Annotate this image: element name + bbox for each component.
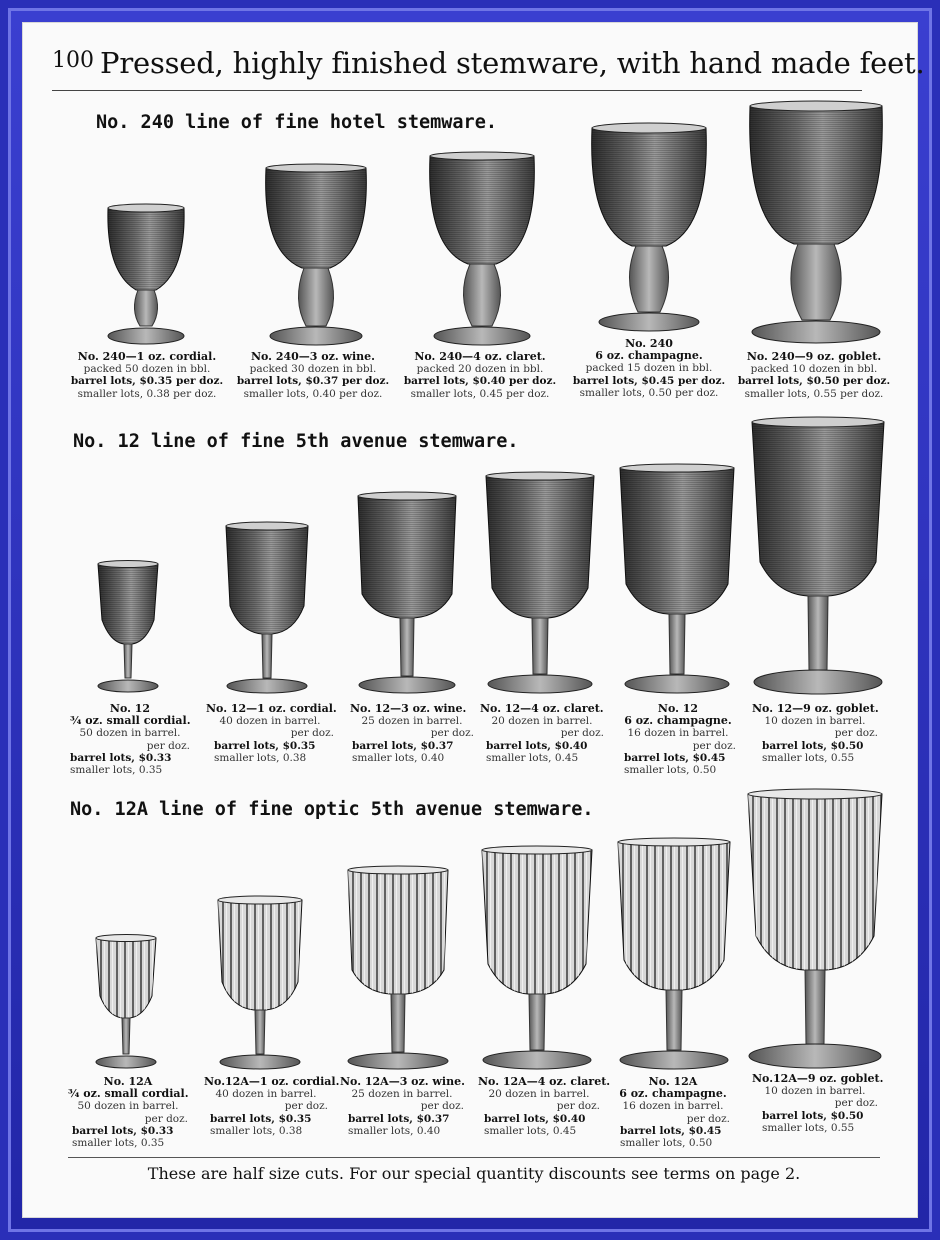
item-per-doz: per doz.	[686, 1112, 730, 1125]
item-name: No.12A—9 oz. goblet.	[752, 1072, 884, 1085]
item-packing: packed 10 dozen in bbl.	[750, 363, 878, 376]
footer-note: These are half size cuts. For our special quantity discounts see terms on page 2.	[147, 1164, 801, 1183]
item-packing: 25 dozen in barrel.	[351, 1088, 453, 1101]
item-packing: packed 50 dozen in bbl.	[83, 363, 211, 376]
caption-12-cordial	[206, 702, 337, 764]
item-barrel-price: barrel lots, $0.40	[486, 739, 588, 752]
caption-12a-wine	[340, 1076, 464, 1137]
item-barrel-price: barrel lots, $0.37 per doz.	[236, 375, 390, 388]
caption-12-champagne	[620, 703, 736, 776]
item-barrel-price: barrel lots, $0.40 per doz.	[403, 375, 557, 388]
caption-240-wine	[236, 351, 390, 400]
item-name: No. 12	[109, 702, 151, 715]
item-barrel-price: barrel lots, $0.45 per doz.	[572, 374, 726, 387]
section-title-12a: No. 12A line of fine optic 5th avenue stemware.	[70, 799, 594, 820]
item-per-doz: per doz.	[834, 1097, 878, 1110]
item-smaller-price: smaller lots, 0.45 per doz.	[410, 387, 550, 400]
item-packing: 40 dozen in barrel.	[215, 1088, 317, 1101]
glass-240-goblet	[744, 98, 888, 348]
item-packing: 25 dozen in barrel.	[361, 715, 463, 728]
item-smaller-price: smaller lots, 0.38	[214, 751, 307, 764]
item-barrel-price: barrel lots, $0.50 per doz.	[737, 375, 891, 388]
item-name: No. 12—3 oz. wine.	[350, 702, 467, 715]
item-name: No. 12A	[648, 1075, 698, 1088]
item-name: No.12A—1 oz. cordial.	[204, 1075, 340, 1088]
item-name: No. 12A—3 oz. wine.	[340, 1075, 465, 1088]
caption-240-claret	[403, 351, 557, 400]
section-title-240: No. 240 line of fine hotel stemware.	[96, 112, 497, 133]
item-barrel-price: barrel lots, $0.50	[762, 739, 864, 752]
caption-12-goblet	[752, 703, 878, 764]
section-title-12: No. 12 line of fine 5th avenue stemware.	[73, 431, 519, 452]
caption-12-claret	[480, 703, 604, 764]
item-name: No. 12—1 oz. cordial.	[206, 702, 337, 715]
item-barrel-price: barrel lots, $0.35	[214, 739, 316, 752]
item-barrel-price: barrel lots, $0.50	[762, 1109, 864, 1122]
item-smaller-price: smaller lots, 0.50 per doz.	[579, 386, 719, 399]
item-size: ¾ oz. small cordial.	[68, 1087, 189, 1101]
caption-12-wine	[350, 703, 474, 764]
item-per-doz: per doz.	[430, 727, 474, 740]
glass-240-wine	[260, 162, 372, 348]
glass-12-goblet	[748, 414, 888, 700]
glass-12-claret	[482, 470, 598, 696]
item-size: 6 oz. champagne.	[595, 349, 703, 363]
glass-12-small-cordial	[94, 558, 162, 696]
item-smaller-price: smaller lots, 0.35	[72, 1137, 165, 1150]
caption-240-cordial	[70, 351, 224, 400]
item-name: No. 240	[625, 337, 673, 350]
item-name: No. 12—9 oz. goblet.	[752, 702, 879, 715]
item-packing: packed 20 dozen in bbl.	[416, 363, 544, 376]
item-smaller-price: smaller lots, 0.45	[486, 751, 579, 764]
item-smaller-price: smaller lots, 0.50	[624, 764, 717, 777]
item-barrel-price: barrel lots, $0.35	[210, 1112, 312, 1125]
caption-240-champagne	[572, 338, 726, 399]
caption-12a-small-cordial	[68, 1076, 188, 1149]
item-packing: packed 30 dozen in bbl.	[249, 363, 377, 376]
item-barrel-price: barrel lots, $0.40	[484, 1112, 586, 1125]
item-per-doz: per doz.	[284, 1100, 328, 1113]
glass-12a-champagne	[614, 836, 734, 1072]
item-smaller-price: smaller lots, 0.40	[348, 1124, 441, 1137]
glass-240-champagne	[586, 120, 712, 334]
item-per-doz: per doz.	[556, 1100, 600, 1113]
item-packing: 20 dozen in barrel.	[491, 715, 593, 728]
item-packing: 16 dozen in barrel.	[627, 727, 729, 740]
item-per-doz: per doz.	[692, 739, 736, 752]
item-name: No. 240—9 oz. goblet.	[746, 350, 882, 363]
glass-12a-small-cordial	[92, 932, 160, 1072]
item-per-doz: per doz.	[290, 727, 334, 740]
item-name: No. 240—3 oz. wine.	[250, 350, 376, 363]
item-size: ¾ oz. small cordial.	[70, 714, 191, 728]
item-smaller-price: smaller lots, 0.45	[484, 1124, 577, 1137]
caption-12a-goblet	[752, 1072, 884, 1134]
item-packing: 50 dozen in barrel.	[79, 727, 181, 740]
item-smaller-price: smaller lots, 0.38	[210, 1124, 303, 1137]
glass-12a-claret	[478, 844, 596, 1072]
item-smaller-price: smaller lots, 0.35	[70, 764, 163, 777]
glass-240-claret	[424, 150, 540, 348]
item-barrel-price: barrel lots, $0.33	[70, 751, 172, 764]
page-number: 100	[52, 48, 94, 73]
item-per-doz: per doz.	[834, 727, 878, 740]
glass-12a-cordial	[214, 894, 306, 1072]
item-smaller-price: smaller lots, 0.38 per doz.	[77, 387, 217, 400]
caption-12a-claret	[478, 1075, 611, 1137]
glass-12-champagne	[616, 462, 738, 696]
item-smaller-price: smaller lots, 0.50	[620, 1137, 713, 1150]
page-title: Pressed, highly finished stemware, with hand made feet.	[100, 46, 925, 80]
glass-12-wine	[354, 490, 460, 696]
item-barrel-price: barrel lots, $0.33	[72, 1124, 174, 1137]
glass-240-cordial	[102, 202, 190, 348]
item-packing: 20 dozen in barrel.	[488, 1088, 590, 1101]
item-size: 6 oz. champagne.	[624, 714, 732, 728]
item-name: No. 12A	[103, 1075, 153, 1088]
item-name: No. 12—4 oz. claret.	[480, 702, 604, 715]
item-per-doz: per doz.	[420, 1100, 464, 1113]
item-barrel-price: barrel lots, $0.37	[352, 739, 454, 752]
item-name: No. 240—1 oz. cordial.	[77, 350, 217, 363]
glass-12a-goblet	[744, 786, 886, 1072]
footer-rule	[68, 1157, 880, 1158]
item-packing: 50 dozen in barrel.	[77, 1100, 179, 1113]
item-packing: 16 dozen in barrel.	[622, 1100, 724, 1113]
glass-12a-wine	[344, 864, 452, 1072]
item-name: No. 12	[657, 702, 699, 715]
item-packing: 10 dozen in barrel.	[764, 715, 866, 728]
caption-12a-cordial	[204, 1075, 340, 1137]
item-size: 6 oz. champagne.	[619, 1087, 727, 1101]
item-smaller-price: smaller lots, 0.55 per doz.	[744, 387, 884, 400]
item-per-doz: per doz.	[146, 739, 190, 752]
item-smaller-price: smaller lots, 0.55	[762, 1121, 855, 1134]
item-packing: packed 15 dozen in bbl.	[585, 362, 713, 375]
item-barrel-price: barrel lots, $0.45	[624, 751, 726, 764]
item-packing: 40 dozen in barrel.	[219, 715, 321, 728]
item-packing: 10 dozen in barrel.	[764, 1085, 866, 1098]
item-barrel-price: barrel lots, $0.37	[348, 1112, 450, 1125]
item-name: No. 12A—4 oz. claret.	[478, 1075, 611, 1088]
caption-12-small-cordial	[70, 703, 190, 776]
item-per-doz: per doz.	[560, 727, 604, 740]
item-barrel-price: barrel lots, $0.45	[620, 1124, 722, 1137]
item-smaller-price: smaller lots, 0.40 per doz.	[243, 387, 383, 400]
caption-240-goblet	[737, 351, 891, 400]
item-barrel-price: barrel lots, $0.35 per doz.	[70, 375, 224, 388]
caption-12a-champagne	[616, 1076, 730, 1149]
item-smaller-price: smaller lots, 0.55	[762, 751, 855, 764]
glass-12-cordial	[222, 520, 312, 696]
item-smaller-price: smaller lots, 0.40	[352, 751, 445, 764]
item-per-doz: per doz.	[144, 1112, 188, 1125]
page-header	[52, 46, 925, 91]
item-name: No. 240—4 oz. claret.	[414, 350, 546, 363]
